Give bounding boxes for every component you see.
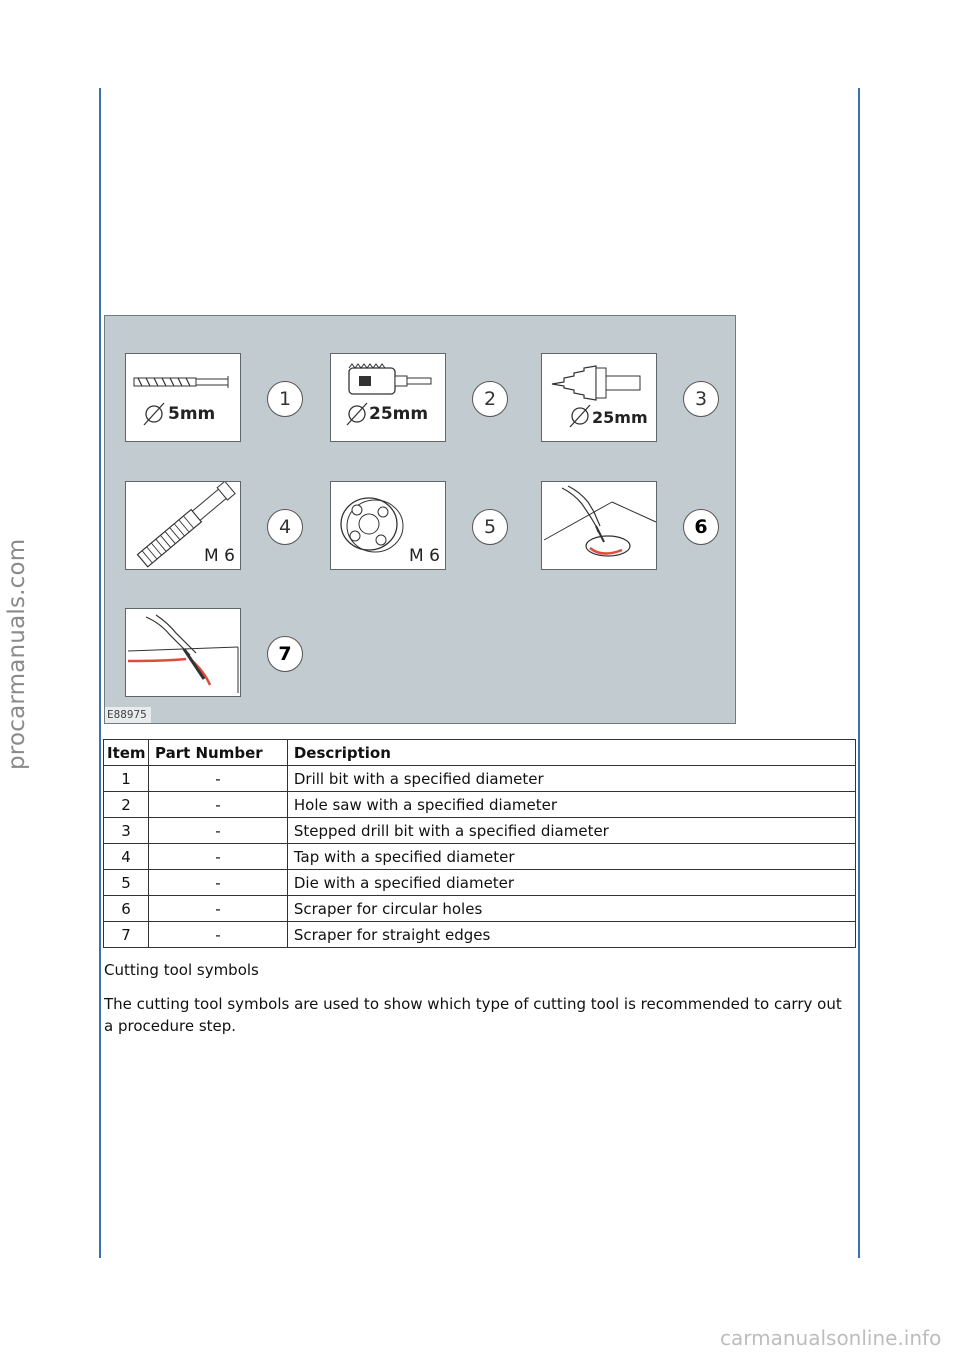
callout-2: 2 <box>472 381 508 417</box>
cell-description: Stepped drill bit with a specified diameter <box>287 818 855 844</box>
cell-part-number: - <box>148 792 287 818</box>
table-row <box>104 896 856 922</box>
tile-straight-scraper <box>125 608 241 697</box>
cell-part-number: - <box>148 922 287 948</box>
tile-label: 5mm <box>168 404 216 424</box>
cell-item: 3 <box>104 818 149 844</box>
cell-description: Scraper for circular holes <box>287 896 855 922</box>
stepped-drill-icon <box>542 354 658 443</box>
tile-die <box>330 481 446 570</box>
right-margin-rule <box>858 88 860 1258</box>
side-watermark: procarmanuals.com <box>4 538 30 770</box>
callout-1: 1 <box>267 381 303 417</box>
tile-tap <box>125 481 241 570</box>
header-description: Description <box>287 740 855 766</box>
table-header-row <box>104 740 856 766</box>
tile-label: M 6 <box>204 546 235 566</box>
tile-circular-scraper <box>541 481 657 570</box>
cell-item: 4 <box>104 844 149 870</box>
cell-part-number: - <box>148 766 287 792</box>
tile-label: M 6 <box>409 546 440 566</box>
cell-item: 6 <box>104 896 149 922</box>
cell-item: 2 <box>104 792 149 818</box>
table-row <box>104 792 856 818</box>
tile-hole-saw <box>330 353 446 442</box>
cell-description: Die with a specified diameter <box>287 870 855 896</box>
table-row <box>104 766 856 792</box>
callout-3: 3 <box>683 381 719 417</box>
bottom-watermark: carmanualsonline.info <box>720 1326 942 1350</box>
callout-7: 7 <box>267 636 303 672</box>
circular-scraper-icon <box>542 482 658 571</box>
table-row <box>104 922 856 948</box>
figure-caption: Cutting tool symbols <box>104 961 259 979</box>
left-margin-rule <box>99 88 101 1258</box>
callout-5: 5 <box>472 509 508 545</box>
drill-bit-icon <box>126 354 242 443</box>
parts-table <box>103 739 856 948</box>
callout-6: 6 <box>683 509 719 545</box>
cell-item: 5 <box>104 870 149 896</box>
cell-item: 7 <box>104 922 149 948</box>
cell-item: 1 <box>104 766 149 792</box>
table-row <box>104 844 856 870</box>
tile-label: 25mm <box>592 408 648 427</box>
cell-part-number: - <box>148 844 287 870</box>
tile-stepped-drill <box>541 353 657 442</box>
header-item: Item <box>104 740 149 766</box>
straight-scraper-icon <box>126 609 242 698</box>
cell-part-number: - <box>148 818 287 844</box>
table-row <box>104 870 856 896</box>
cell-part-number: - <box>148 870 287 896</box>
table-row <box>104 818 856 844</box>
tile-drill-bit <box>125 353 241 442</box>
cell-description: Scraper for straight edges <box>287 922 855 948</box>
cell-description: Drill bit with a specified diameter <box>287 766 855 792</box>
cutting-tool-figure <box>104 315 736 724</box>
figure-code: E88975 <box>105 707 151 723</box>
body-paragraph: The cutting tool symbols are used to show which type of cutting tool is recommended to carry out a procedure step. <box>104 995 842 1035</box>
callout-4: 4 <box>267 509 303 545</box>
cell-description: Tap with a specified diameter <box>287 844 855 870</box>
hole-saw-icon <box>331 354 447 443</box>
header-part-number: Part Number <box>148 740 287 766</box>
cell-description: Hole saw with a specified diameter <box>287 792 855 818</box>
cell-part-number: - <box>148 896 287 922</box>
tile-label: 25mm <box>369 404 429 424</box>
